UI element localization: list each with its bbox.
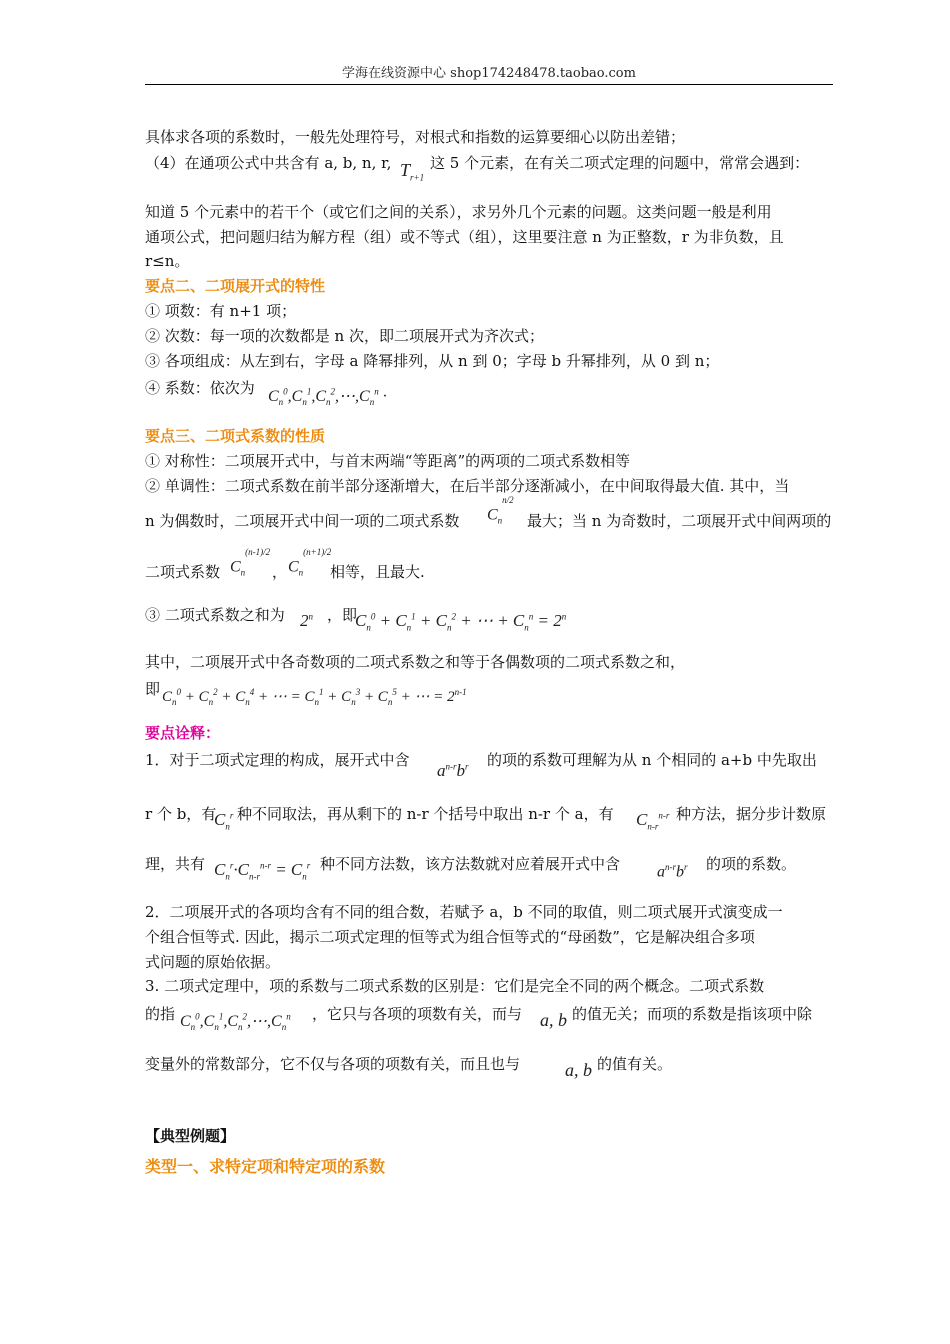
example-heading: 【典型例题】 [145, 1127, 236, 1145]
text-fragment: 1．对于二项式定理的构成，展开式中含 [145, 751, 410, 769]
math-formula: $C_n^r$ [214, 810, 234, 832]
text-line: 式问题的原始依据。 [145, 953, 281, 971]
text-fragment: 的项的系数可理解为从 n 个相同的 a+b 中先取出 [487, 751, 817, 769]
type-heading: 类型一、求特定项和特定项的系数 [145, 1157, 386, 1176]
section-heading: 要点诠释： [145, 724, 221, 742]
math-formula: $C_{n-r}^{n-r}$ [636, 810, 670, 832]
text-fragment: ③ 二项式系数之和为 [145, 606, 285, 624]
text-line: 具体求各项的系数时，一般先处理符号，对根式和指数的运算要细心以防出差错； [145, 128, 686, 146]
text-fragment: 的指 [145, 1005, 176, 1023]
math-formula: $T_{r+1}$ [400, 160, 425, 183]
math-formula: $C_n^{n/2}$ [487, 495, 514, 526]
section-heading: 要点三、二项式系数的性质 [145, 427, 326, 445]
math-formula: a, b [540, 1010, 567, 1030]
text-fragment: 的值无关；而项的系数是指该项中除 [572, 1005, 813, 1023]
page-header: 学海在线资源中心 shop174248478.taobao.com [342, 66, 636, 81]
text-fragment: 种不同取法，再从剩下的 n-r 个括号中取出 n-r 个 a，有 [237, 805, 614, 823]
list-item: ① 项数：有 n+1 项； [145, 302, 297, 320]
math-formula: $C_n^0 + C_n^2 + C_n^4$ + ⋯ = $C_n^1 + C_n^3 + C_n^5$ + ⋯ = $2^{n-1}$ [162, 687, 467, 707]
text-fragment: ，即 [327, 606, 358, 624]
list-item: ④ 系数：依次为 [145, 379, 255, 397]
text-fragment: ，它只与各项的项数有关，而与 [312, 1005, 523, 1023]
math-formula: 2$^n$ [300, 611, 313, 630]
list-item: ② 单调性：二项式系数在前半部分逐渐增大，在后半部分逐渐减小，在中间取得最大值. 其中，当 [145, 477, 790, 495]
list-item: ② 次数：每一项的次数都是 n 次，即二项展开式为齐次式； [145, 327, 544, 345]
math-formula: $C_n^0,C_n^1,C_n^2,\cdots,C_n^n$ · [268, 386, 387, 408]
text-fragment: 理，共有 [145, 855, 206, 873]
text-line: 3. 二项式定理中，项的系数与二项式系数的区别是：它们是完全不同的两个概念。二项式系数 [145, 977, 765, 995]
text-fragment: 变量外的常数部分，它不仅与各项的项数有关，而且也与 [145, 1055, 521, 1073]
math-formula: $C_n^0 + C_n^1 + C_n^2$ + ⋯ + $C_n^n = 2^n$ [355, 611, 567, 633]
math-formula: $C_n^{(n-1)/2}$ [230, 547, 271, 578]
header-divider [145, 84, 833, 85]
text-fragment: 最大；当 n 为奇数时，二项展开式中间两项的 [527, 512, 832, 530]
math-formula: $a^{n-r}b^r$ [437, 761, 469, 780]
math-formula: $C_n^r\cdot C_{n-r}^{n-r} = C_n^r$ [214, 860, 311, 882]
text-fragment: 二项式系数 [145, 563, 221, 581]
text-fragment: 种方法，据分步计数原 [676, 805, 827, 823]
text-fragment: 相等，且最大. [330, 563, 425, 581]
text-fragment: 这 5 个元素，在有关二项式定理的问题中，常常会遇到： [430, 154, 810, 172]
math-formula: $a^{n-r}b^r$ [657, 862, 688, 881]
text-fragment: 即 [145, 680, 161, 698]
list-item: ③ 各项组成：从左到右，字母 a 降幂排列，从 n 到 0；字母 b 升幂排列，从 0 到 n； [145, 352, 720, 370]
math-formula: $C_n^{(n+1)/2}$ [288, 547, 332, 578]
text-fragment: n 为偶数时，二项展开式中间一项的二项式系数 [145, 512, 460, 530]
text-fragment: （4）在通项公式中共含有 a, b, n, r, [145, 154, 392, 172]
text-fragment: ， [272, 563, 288, 581]
math-formula: a, b [565, 1060, 592, 1080]
text-line [145, 153, 391, 173]
text-line: 通项公式，把问题归结为解方程（组）或不等式（组），这里要注意 n 为正整数，r 为非负数，且 [145, 228, 784, 246]
math-formula: $C_n^0,C_n^1,C_n^2,\cdots,C_n^n$ [180, 1011, 291, 1033]
text-fragment: r 个 b，有 [145, 805, 217, 823]
text-line: r≤n。 [145, 252, 190, 270]
text-line: 知道 5 个元素中的若干个（或它们之间的关系），求另外几个元素的问题。这类问题一般是利用 [145, 203, 772, 221]
section-heading: 要点二、二项展开式的特性 [145, 277, 326, 295]
text-fragment: 种不同方法数，该方法数就对应着展开式中含 [320, 855, 621, 873]
text-line: 其中，二项展开式中各奇数项的二项式系数之和等于各偶数项的二项式系数之和， [145, 653, 686, 671]
text-line: 2．二项展开式的各项均含有不同的组合数，若赋予 a，b 不同的取值，则二项式展开式演变成一 [145, 903, 783, 921]
text-fragment: 的项的系数。 [706, 855, 797, 873]
text-fragment: 的值有关。 [597, 1055, 673, 1073]
list-item: ① 对称性：二项展开式中，与首末两端“等距离”的两项的二项式系数相等 [145, 452, 631, 470]
text-line: 个组合恒等式. 因此，揭示二项式定理的恒等式为组合恒等式的“母函数”，它是解决组合多项 [145, 928, 755, 946]
